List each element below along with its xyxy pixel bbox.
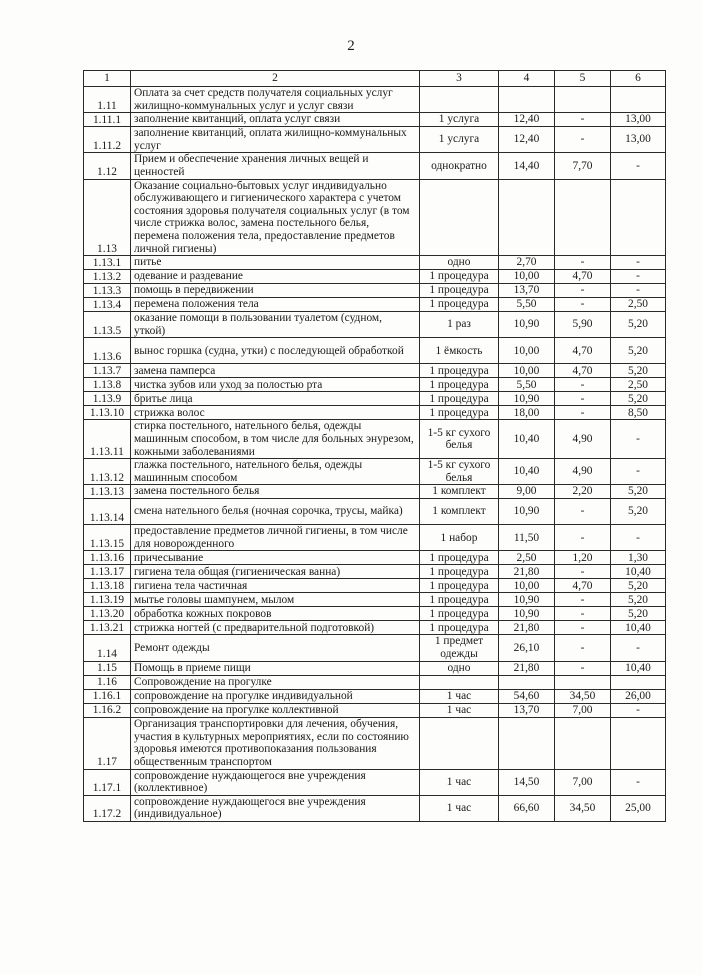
unit-of-measure: 1 процедура xyxy=(420,406,499,420)
tariff-col-5: - xyxy=(555,127,611,153)
tariff-col-5: 7,00 xyxy=(555,703,611,717)
row-number: 1.12 xyxy=(84,153,131,179)
table-row xyxy=(84,689,666,703)
header-cell-4: 4 xyxy=(499,71,555,87)
table-row xyxy=(84,298,666,312)
service-name: обработка кожных покровов xyxy=(131,607,420,621)
service-name: стрижка ногтей (с предварительной подготовкой) xyxy=(131,621,420,635)
table-row xyxy=(84,284,666,298)
unit-of-measure: 1 предмет одежды xyxy=(420,635,499,661)
service-name: сопровождение нуждающегося вне учреждения (индивидуальное) xyxy=(131,795,420,821)
tariff-col-6: 25,00 xyxy=(611,795,666,821)
table-row xyxy=(84,459,666,485)
table-row xyxy=(84,607,666,621)
tariff-col-5: 4,70 xyxy=(555,270,611,284)
tariff-col-4: 13,70 xyxy=(499,284,555,298)
row-number: 1.17.2 xyxy=(84,795,131,821)
tariff-col-6: 5,20 xyxy=(611,499,666,525)
service-name: Оказание социально-бытовых услуг индивидуально обслуживающего и гигиенического характера с учетом состояния здоровья получателя социальных услуг (в том числе стрижка волос, замена постельного белья, перемена положения тела, предоставление предметов личной гигиены) xyxy=(131,179,420,256)
service-name: одевание и раздевание xyxy=(131,270,420,284)
tariff-col-5: 4,70 xyxy=(555,579,611,593)
row-number: 1.13.11 xyxy=(84,420,131,459)
tariff-col-4: 2,70 xyxy=(499,256,555,270)
tariff-col-4: 10,90 xyxy=(499,392,555,406)
header-cell-2: 2 xyxy=(131,71,420,87)
tariff-col-4: 26,10 xyxy=(499,635,555,661)
tariff-col-5: - xyxy=(555,593,611,607)
table-row xyxy=(84,579,666,593)
service-name: помощь в передвижении xyxy=(131,284,420,298)
service-name: заполнение квитанций, оплата жилищно-коммунальных услуг xyxy=(131,127,420,153)
row-number: 1.14 xyxy=(84,635,131,661)
tariff-col-5: - xyxy=(555,113,611,127)
unit-of-measure: 1 процедура xyxy=(420,565,499,579)
tariff-col-4: 10,90 xyxy=(499,593,555,607)
unit-of-measure: 1 комплект xyxy=(420,499,499,525)
row-number: 1.17.1 xyxy=(84,769,131,795)
tariff-col-6: - xyxy=(611,769,666,795)
row-number: 1.13 xyxy=(84,179,131,256)
service-name: гигиена тела частичная xyxy=(131,579,420,593)
tariff-col-5: - xyxy=(555,607,611,621)
tariff-col-6: 10,40 xyxy=(611,565,666,579)
tariff-col-6: 1,30 xyxy=(611,551,666,565)
tariff-col-6: 5,20 xyxy=(611,392,666,406)
tariff-col-4: 12,40 xyxy=(499,127,555,153)
table-row xyxy=(84,87,666,113)
service-name: заполнение квитанций, оплата услуг связи xyxy=(131,113,420,127)
tariff-col-4: 5,50 xyxy=(499,298,555,312)
tariff-col-6: 5,20 xyxy=(611,579,666,593)
unit-of-measure xyxy=(420,179,499,256)
unit-of-measure: 1 час xyxy=(420,795,499,821)
unit-of-measure: 1 процедура xyxy=(420,284,499,298)
services-tariff-table xyxy=(83,70,666,822)
service-name: Организация транспортировки для лечения, обучения, участия в культурных мероприятиях, если по состоянию здоровья имеются противопоказания пользования общественным транспортом xyxy=(131,717,420,769)
tariff-col-6: 10,40 xyxy=(611,621,666,635)
tariff-col-4: 10,40 xyxy=(499,420,555,459)
tariff-col-6: - xyxy=(611,256,666,270)
tariff-col-5: - xyxy=(555,284,611,298)
table-row xyxy=(84,378,666,392)
tariff-col-6: - xyxy=(611,459,666,485)
tariff-col-4: 10,40 xyxy=(499,459,555,485)
service-name: сопровождение на прогулке индивидуальной xyxy=(131,689,420,703)
table-header-row xyxy=(84,71,666,87)
row-number: 1.13.16 xyxy=(84,551,131,565)
tariff-col-5: 5,90 xyxy=(555,312,611,338)
tariff-col-4: 10,90 xyxy=(499,499,555,525)
service-name: перемена положения тела xyxy=(131,298,420,312)
service-name: замена памперса xyxy=(131,364,420,378)
row-number: 1.13.3 xyxy=(84,284,131,298)
tariff-col-5: - xyxy=(555,661,611,675)
service-name: бритье лица xyxy=(131,392,420,406)
tariff-col-5: 7,70 xyxy=(555,153,611,179)
tariff-col-4: 21,80 xyxy=(499,621,555,635)
tariff-col-6 xyxy=(611,87,666,113)
unit-of-measure xyxy=(420,87,499,113)
service-name: предоставление предметов личной гигиены, в том числе для новорожденного xyxy=(131,525,420,551)
unit-of-measure: 1-5 кг сухого белья xyxy=(420,459,499,485)
tariff-col-4: 13,70 xyxy=(499,703,555,717)
table-row xyxy=(84,179,666,256)
tariff-col-6: 8,50 xyxy=(611,406,666,420)
unit-of-measure: одно xyxy=(420,661,499,675)
tariff-col-4: 10,00 xyxy=(499,364,555,378)
table-row xyxy=(84,565,666,579)
table-row xyxy=(84,485,666,499)
tariff-col-6 xyxy=(611,717,666,769)
row-number: 1.13.17 xyxy=(84,565,131,579)
row-number: 1.13.19 xyxy=(84,593,131,607)
tariff-col-6: - xyxy=(611,153,666,179)
tariff-col-6: 2,50 xyxy=(611,378,666,392)
tariff-col-4: 18,00 xyxy=(499,406,555,420)
service-name: вынос горшка (судна, утки) с последующей обработкой xyxy=(131,338,420,364)
row-number: 1.15 xyxy=(84,661,131,675)
table-row xyxy=(84,499,666,525)
row-number: 1.11 xyxy=(84,87,131,113)
service-name: Сопровождение на прогулке xyxy=(131,675,420,689)
table-row xyxy=(84,621,666,635)
table-row xyxy=(84,364,666,378)
table-row xyxy=(84,256,666,270)
header-cell-5: 5 xyxy=(555,71,611,87)
service-name: оказание помощи в пользовании туалетом (судном, уткой) xyxy=(131,312,420,338)
row-number: 1.13.15 xyxy=(84,525,131,551)
tariff-col-6: - xyxy=(611,525,666,551)
service-name: смена нательного белья (ночная сорочка, трусы, майка) xyxy=(131,499,420,525)
row-number: 1.13.20 xyxy=(84,607,131,621)
row-number: 1.13.9 xyxy=(84,392,131,406)
tariff-col-5: 2,20 xyxy=(555,485,611,499)
tariff-col-4 xyxy=(499,179,555,256)
unit-of-measure: 1 процедура xyxy=(420,298,499,312)
service-name: Помощь в приеме пищи xyxy=(131,661,420,675)
tariff-col-4: 10,90 xyxy=(499,607,555,621)
tariff-col-4: 2,50 xyxy=(499,551,555,565)
service-name: чистка зубов или уход за полостью рта xyxy=(131,378,420,392)
row-number: 1.13.12 xyxy=(84,459,131,485)
tariff-col-6: - xyxy=(611,703,666,717)
tariff-col-4: 9,00 xyxy=(499,485,555,499)
tariff-col-4: 21,80 xyxy=(499,661,555,675)
tariff-col-5: - xyxy=(555,406,611,420)
unit-of-measure: 1 раз xyxy=(420,312,499,338)
table-row xyxy=(84,717,666,769)
unit-of-measure: 1 процедура xyxy=(420,378,499,392)
unit-of-measure: 1 час xyxy=(420,689,499,703)
table-row xyxy=(84,661,666,675)
tariff-col-6 xyxy=(611,179,666,256)
tariff-col-4 xyxy=(499,717,555,769)
service-name: замена постельного белья xyxy=(131,485,420,499)
tariff-col-6: 13,00 xyxy=(611,113,666,127)
unit-of-measure: 1 услуга xyxy=(420,113,499,127)
tariff-col-4: 21,80 xyxy=(499,565,555,579)
tariff-col-6: 5,20 xyxy=(611,364,666,378)
table-row xyxy=(84,675,666,689)
tariff-col-5: - xyxy=(555,621,611,635)
tariff-col-6: - xyxy=(611,635,666,661)
row-number: 1.16 xyxy=(84,675,131,689)
table-row xyxy=(84,127,666,153)
tariff-col-4 xyxy=(499,87,555,113)
unit-of-measure: 1 процедура xyxy=(420,270,499,284)
table-row xyxy=(84,635,666,661)
header-cell-6: 6 xyxy=(611,71,666,87)
page-number: 2 xyxy=(347,38,355,54)
tariff-col-5: - xyxy=(555,565,611,579)
tariff-col-4: 10,00 xyxy=(499,579,555,593)
tariff-col-6: 13,00 xyxy=(611,127,666,153)
service-name: мытье головы шампунем, мылом xyxy=(131,593,420,607)
tariff-col-5 xyxy=(555,87,611,113)
unit-of-measure: 1-5 кг сухого белья xyxy=(420,420,499,459)
tariff-col-6: 5,20 xyxy=(611,338,666,364)
tariff-col-5 xyxy=(555,179,611,256)
table-row xyxy=(84,312,666,338)
tariff-col-5: - xyxy=(555,298,611,312)
row-number: 1.17 xyxy=(84,717,131,769)
table-row xyxy=(84,703,666,717)
row-number: 1.11.2 xyxy=(84,127,131,153)
row-number: 1.13.7 xyxy=(84,364,131,378)
unit-of-measure: 1 набор xyxy=(420,525,499,551)
service-name: Оплата за счет средств получателя социальных услуг жилищно-коммунальных услуг и услуг связи xyxy=(131,87,420,113)
unit-of-measure: 1 процедура xyxy=(420,621,499,635)
row-number: 1.13.8 xyxy=(84,378,131,392)
row-number: 1.13.18 xyxy=(84,579,131,593)
tariff-col-5: - xyxy=(555,256,611,270)
service-name: Прием и обеспечение хранения личных вещей и ценностей xyxy=(131,153,420,179)
tariff-col-4: 11,50 xyxy=(499,525,555,551)
row-number: 1.13.1 xyxy=(84,256,131,270)
unit-of-measure xyxy=(420,717,499,769)
tariff-col-6: 2,50 xyxy=(611,298,666,312)
table-row xyxy=(84,769,666,795)
row-number: 1.11.1 xyxy=(84,113,131,127)
tariff-col-6: 5,20 xyxy=(611,312,666,338)
unit-of-measure: однократно xyxy=(420,153,499,179)
table-row xyxy=(84,420,666,459)
row-number: 1.13.5 xyxy=(84,312,131,338)
service-name: сопровождение на прогулке коллективной xyxy=(131,703,420,717)
unit-of-measure xyxy=(420,675,499,689)
row-number: 1.16.2 xyxy=(84,703,131,717)
unit-of-measure: 1 час xyxy=(420,769,499,795)
tariff-col-6: 26,00 xyxy=(611,689,666,703)
tariff-col-6 xyxy=(611,675,666,689)
tariff-col-6: 5,20 xyxy=(611,607,666,621)
table-row xyxy=(84,406,666,420)
table-row xyxy=(84,525,666,551)
tariff-col-5: 4,70 xyxy=(555,338,611,364)
row-number: 1.13.4 xyxy=(84,298,131,312)
tariff-col-4: 10,00 xyxy=(499,270,555,284)
unit-of-measure: 1 процедура xyxy=(420,551,499,565)
header-cell-1: 1 xyxy=(84,71,131,87)
tariff-col-5: - xyxy=(555,635,611,661)
service-name: причесывание xyxy=(131,551,420,565)
tariff-col-5 xyxy=(555,675,611,689)
service-name: глажка постельного, нательного белья, одежды машинным способом xyxy=(131,459,420,485)
row-number: 1.13.21 xyxy=(84,621,131,635)
tariff-col-4: 10,00 xyxy=(499,338,555,364)
tariff-col-5: - xyxy=(555,499,611,525)
tariff-col-5: - xyxy=(555,525,611,551)
table-row xyxy=(84,795,666,821)
tariff-col-4: 12,40 xyxy=(499,113,555,127)
tariff-col-6: 10,40 xyxy=(611,661,666,675)
unit-of-measure: 1 процедура xyxy=(420,579,499,593)
table-row xyxy=(84,551,666,565)
tariff-col-6: - xyxy=(611,284,666,298)
tariff-col-4: 66,60 xyxy=(499,795,555,821)
tariff-col-6: 5,20 xyxy=(611,593,666,607)
table-row xyxy=(84,270,666,284)
service-name: стрижка волос xyxy=(131,406,420,420)
unit-of-measure: 1 комплект xyxy=(420,485,499,499)
tariff-col-5: 4,70 xyxy=(555,364,611,378)
tariff-col-5: 4,90 xyxy=(555,420,611,459)
unit-of-measure: 1 процедура xyxy=(420,593,499,607)
service-name: Ремонт одежды xyxy=(131,635,420,661)
table-row xyxy=(84,392,666,406)
service-name: сопровождение нуждающегося вне учреждения (коллективное) xyxy=(131,769,420,795)
tariff-col-5: 34,50 xyxy=(555,689,611,703)
service-name: стирка постельного, нательного белья, одежды машинным способом, в том числе для больных энурезом, кожными заболеваниями xyxy=(131,420,420,459)
tariff-col-5: 7,00 xyxy=(555,769,611,795)
row-number: 1.13.2 xyxy=(84,270,131,284)
tariff-col-5: 34,50 xyxy=(555,795,611,821)
header-cell-3: 3 xyxy=(420,71,499,87)
unit-of-measure: 1 процедура xyxy=(420,607,499,621)
tariff-col-6: - xyxy=(611,420,666,459)
unit-of-measure: 1 процедура xyxy=(420,364,499,378)
service-name: питье xyxy=(131,256,420,270)
tariff-col-5: 1,20 xyxy=(555,551,611,565)
table-row xyxy=(84,153,666,179)
tariff-col-4: 14,40 xyxy=(499,153,555,179)
table-row xyxy=(84,338,666,364)
tariff-col-5: - xyxy=(555,378,611,392)
row-number: 1.13.6 xyxy=(84,338,131,364)
unit-of-measure: 1 процедура xyxy=(420,392,499,406)
tariff-col-5: - xyxy=(555,392,611,406)
service-name: гигиена тела общая (гигиеническая ванна) xyxy=(131,565,420,579)
tariff-col-4: 10,90 xyxy=(499,312,555,338)
table-row xyxy=(84,593,666,607)
row-number: 1.13.14 xyxy=(84,499,131,525)
row-number: 1.16.1 xyxy=(84,689,131,703)
tariff-col-5 xyxy=(555,717,611,769)
tariff-col-5: 4,90 xyxy=(555,459,611,485)
unit-of-measure: 1 услуга xyxy=(420,127,499,153)
tariff-col-4: 54,60 xyxy=(499,689,555,703)
table-row xyxy=(84,113,666,127)
row-number: 1.13.13 xyxy=(84,485,131,499)
tariff-col-4 xyxy=(499,675,555,689)
unit-of-measure: 1 час xyxy=(420,703,499,717)
tariff-col-6: - xyxy=(611,270,666,284)
unit-of-measure: одно xyxy=(420,256,499,270)
unit-of-measure: 1 ёмкость xyxy=(420,338,499,364)
tariff-col-4: 14,50 xyxy=(499,769,555,795)
tariff-col-6: 5,20 xyxy=(611,485,666,499)
row-number: 1.13.10 xyxy=(84,406,131,420)
tariff-col-4: 5,50 xyxy=(499,378,555,392)
